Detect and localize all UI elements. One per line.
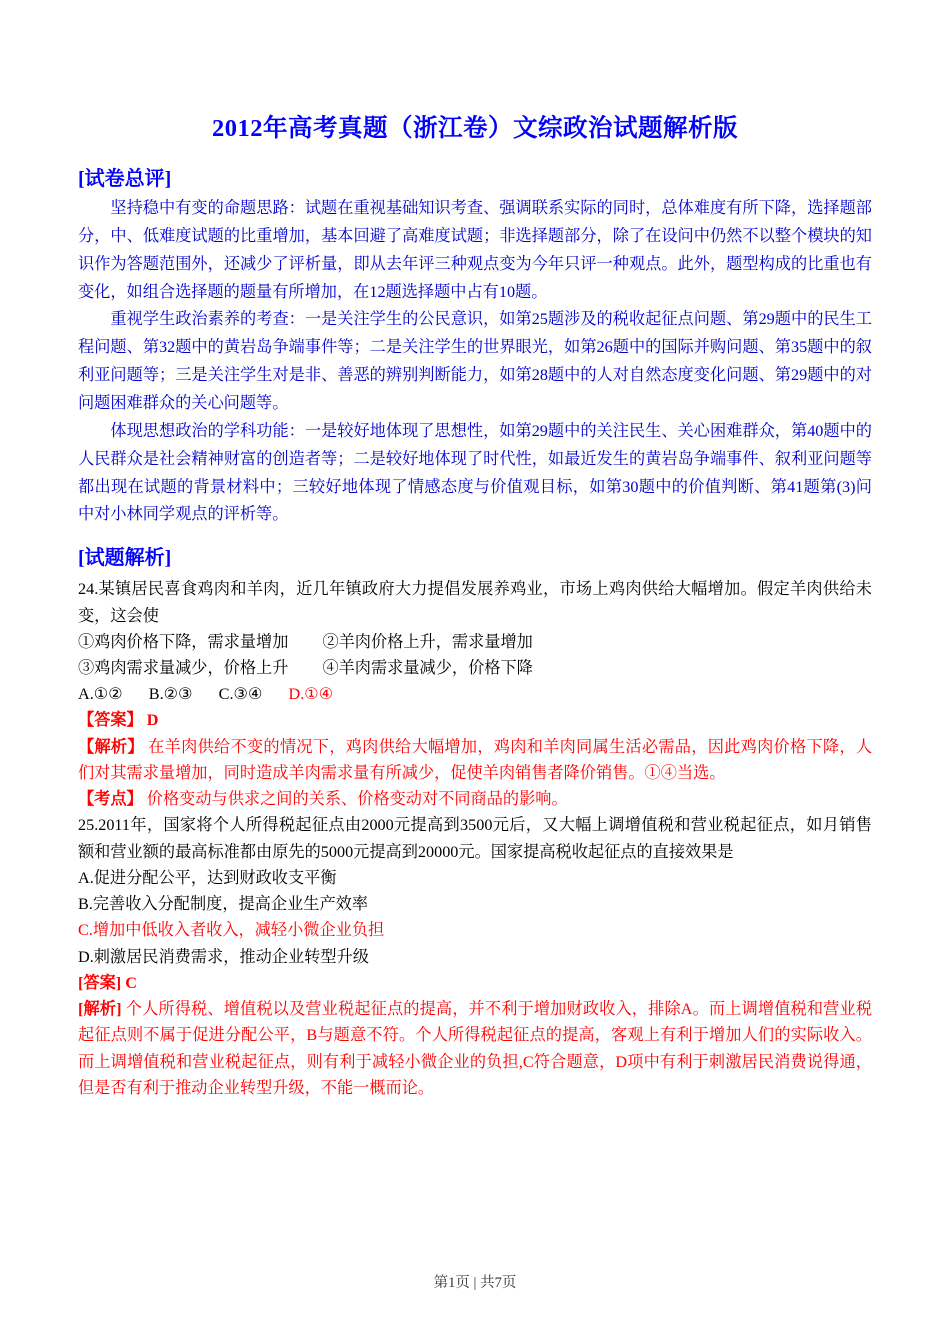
question-24-option-4: ④羊肉需求量减少，价格下降 <box>322 659 533 678</box>
page-footer: 第1页 | 共7页 <box>433 1275 517 1291</box>
question-24-answer-label: 【答案】 <box>78 711 143 730</box>
question-24-stem: 24.某镇居民喜食鸡肉和羊肉，近几年镇政府大力提倡发展养鸡业，市场上鸡肉供给大幅增加。假定羊肉供给未变，这会使 <box>78 580 872 625</box>
question-24-answer <box>78 707 872 733</box>
question-25-choice-a: A.促进分配公平，达到财政收支平衡 <box>78 868 337 887</box>
question-25-stem: 25.2011年，国家将个人所得税起征点由2000元提高到3500元后，又大幅上调增值税和营业税起征点，如月销售额和营业额的最高标准都由原先的5000元提高到20000元。国家提高税收起征点的直接效果是 <box>78 816 872 861</box>
question-25-explanation-text: 个人所得税、增值税以及营业税起征点的提高，并不利于增加财政收入，排除A。而上调增值税和营业税起征点则不属于促进分配公平，B与题意不符。个人所得税起征点的提高，客观上有利于增加人们的实际收入。而上调增值税和营业税起征点，则有利于减轻小微企业的负担,C符合题意，D项中有利于刺激居民消费说得通，但是否有利于推动企业转型升级，不能一概而论。 <box>78 1000 873 1097</box>
question-24-options-row-1 <box>78 629 872 655</box>
overview-paragraph-1: 坚持稳中有变的命题思路：试题在重视基础知识考查、强调联系实际的同时，总体难度有所下降，选择题部分，中、低难度试题的比重增加，基本回避了高难度试题；非选择题部分，除了在设问中仍然不以整个模块的知识作为答题范围外，还减少了评析量，即从去年评三种观点变为今年只评一种观点。此外，题型构成的比重也有变化，如组合选择题的题量有所增加，在12题选择题中占有10题。 <box>78 199 872 301</box>
section-heading-overview: [试卷总评] <box>78 168 172 190</box>
question-25 <box>78 812 872 1101</box>
overview-paragraph-3: 体现思想政治的学科功能：一是较好地体现了思想性，如第29题中的关注民生、关心困难群众，第40题中的人民群众是社会精神财富的创造者等；二是较好地体现了时代性，如最近发生的黄岩岛争端事件、叙利亚问题等都出现在试题的背景材料中；三较好地体现了情感态度与价值观目标，如第30题中的价值判断、第41题第(3)问中对小林同学观点的评析等。 <box>78 421 872 524</box>
question-24-explanation-label: 【解析】 <box>78 737 144 756</box>
question-24-choice-d: D.①④ <box>288 685 334 704</box>
question-25-explanation <box>78 996 872 1101</box>
question-25-answer <box>78 970 872 996</box>
question-24-choice-b: B.②③ <box>148 685 193 704</box>
question-25-answer-label: [答案] <box>78 973 122 992</box>
question-24-option-2: ②羊肉价格上升，需求量增加 <box>322 632 533 651</box>
question-25-choice-b: B.完善收入分配制度，提高企业生产效率 <box>78 895 369 914</box>
question-25-choice-d: D.刺激居民消费需求，推动企业转型升级 <box>78 947 369 966</box>
question-24-choices <box>78 681 872 707</box>
question-24-explanation <box>78 734 872 786</box>
question-24-option-3: ③鸡肉需求量减少，价格上升 <box>78 659 289 678</box>
overview-paragraph-2: 重视学生政治素养的考查：一是关注学生的公民意识，如第25题涉及的税收起征点问题、第29题中的民生工程问题、第32题中的黄岩岛争端事件等；二是关注学生的世界眼光，如第26题中的国际并购问题、第35题中的叙利亚问题等；三是关注学生对是非、善恶的辨别判断能力，如第28题中的人对自然态度变化问题、第29题中的对问题困难群众的关心问题等。 <box>78 310 872 413</box>
page-title: 2012年高考真题（浙江卷）文综政治试题解析版 <box>212 115 738 142</box>
question-24-options-row-2 <box>78 655 872 681</box>
question-24-point-label: 【考点】 <box>78 790 143 809</box>
question-25-choice-c: C.增加中低收入者收入，减轻小微企业负担 <box>78 921 385 940</box>
question-24-point-text: 价格变动与供求之间的关系、价格变动对不同商品的影响。 <box>146 790 568 809</box>
question-25-answer-value: C <box>125 973 137 992</box>
question-24-explanation-text: 在羊肉供给不变的情况下，鸡肉供给大幅增加，鸡肉和羊肉同属生活必需品，因此鸡肉价格下降，人们对其需求量增加，同时造成羊肉需求量有所减少，促使羊肉销售者降价销售。①④当选。 <box>78 737 873 782</box>
question-24 <box>78 576 872 812</box>
section-heading-analysis: [试题解析] <box>78 547 172 570</box>
question-24-option-1: ①鸡肉价格下降，需求量增加 <box>78 632 289 651</box>
question-24-choice-c: C.③④ <box>218 685 263 704</box>
question-24-choice-a: A.①② <box>78 685 123 704</box>
question-25-explanation-label: [解析] <box>78 1000 122 1019</box>
question-24-answer-value: D <box>146 711 159 730</box>
question-24-point <box>78 786 872 812</box>
